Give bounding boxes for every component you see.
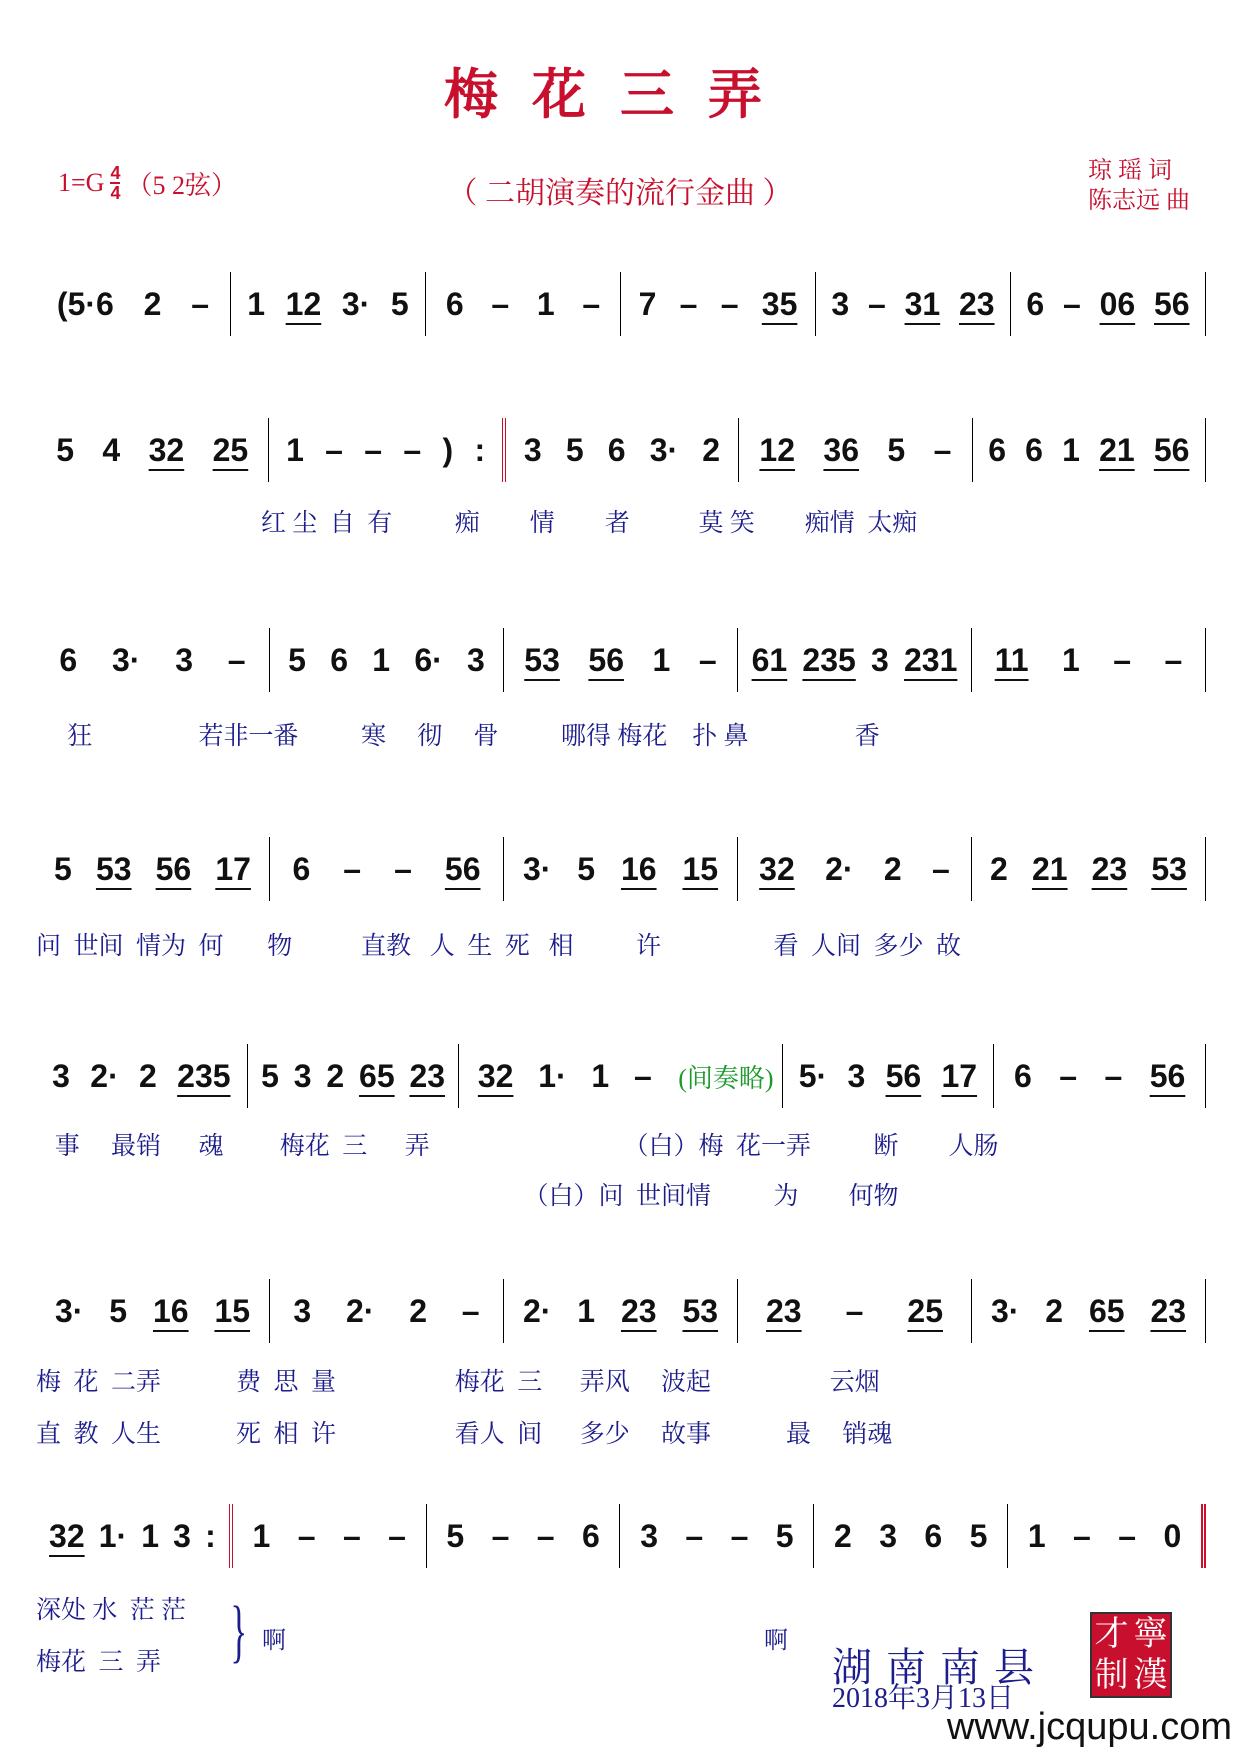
measure	[36, 418, 268, 482]
measure	[503, 628, 737, 692]
note: 1	[141, 1517, 160, 1554]
note: 231	[903, 641, 958, 678]
note: 1	[247, 285, 266, 322]
note: 1	[652, 641, 671, 678]
note: 61	[751, 641, 788, 678]
note: 53	[1151, 850, 1187, 887]
note: –	[227, 641, 246, 678]
note: 3	[293, 1292, 312, 1329]
note: 6	[1013, 1057, 1032, 1094]
note: 23	[409, 1057, 446, 1094]
measure	[993, 1044, 1206, 1108]
note: 6	[1025, 431, 1043, 468]
note: 1·	[538, 1057, 567, 1094]
note: 5	[969, 1517, 988, 1554]
note: 6	[581, 1517, 600, 1554]
note: 2	[834, 1517, 852, 1554]
note: 3·	[522, 850, 552, 887]
note: –	[1104, 1057, 1123, 1094]
note: 5·	[798, 1057, 828, 1094]
note: 2	[1045, 1292, 1064, 1329]
lyricist: 琼 瑶 词	[1088, 158, 1172, 184]
note: –	[325, 431, 343, 468]
measure	[502, 418, 738, 482]
score-row	[36, 1044, 1206, 1108]
measure	[36, 1044, 247, 1108]
note: 6	[292, 850, 311, 887]
note: 5	[261, 1057, 279, 1094]
note: 0	[1163, 1517, 1182, 1554]
measure	[620, 272, 815, 336]
stamp-char: 寧	[1133, 1614, 1168, 1654]
note: 5	[565, 431, 584, 468]
measure	[1010, 272, 1206, 336]
note: 23	[958, 285, 995, 322]
lyric-ah: 啊	[764, 1628, 788, 1654]
note: 2	[409, 1292, 427, 1329]
note: 56	[588, 641, 624, 678]
note: 21	[1031, 850, 1068, 887]
note: 32	[477, 1057, 514, 1094]
stamp-char: 漢	[1133, 1655, 1168, 1695]
measure	[813, 1504, 1007, 1568]
watermark-url: www.jcqupu.com	[946, 1706, 1232, 1748]
brace: }	[230, 1593, 248, 1670]
measure	[247, 1044, 459, 1108]
note: –	[343, 850, 362, 887]
measure	[1007, 1504, 1206, 1568]
note: 5	[54, 850, 72, 887]
note: 53	[524, 641, 560, 678]
note: 2·	[90, 1057, 119, 1094]
measure	[36, 272, 230, 336]
note: 1	[1062, 431, 1080, 468]
note: 1	[591, 1057, 610, 1094]
measure	[738, 418, 971, 482]
note: )	[442, 431, 454, 468]
note: –	[633, 1057, 652, 1094]
note: 1	[372, 641, 391, 678]
note: 3·	[990, 1292, 1020, 1329]
measure	[230, 272, 425, 336]
note: –	[698, 641, 717, 678]
note: 3	[879, 1517, 898, 1554]
note: 3	[870, 641, 889, 678]
measure	[36, 628, 269, 692]
measure	[815, 272, 1010, 336]
lyric-line: 红 尘 自 有 痴 情 者 莫 笑 痴情 太痴	[36, 510, 918, 537]
note: 6	[988, 431, 1006, 468]
measure	[782, 1044, 994, 1108]
measure	[971, 837, 1206, 901]
note: –	[1062, 285, 1081, 322]
note: 32	[148, 431, 185, 468]
note: 12	[285, 285, 322, 322]
note: :	[205, 1517, 216, 1554]
measure	[36, 1279, 269, 1343]
note: 35	[761, 285, 798, 322]
note: 6	[924, 1517, 943, 1554]
note: 6	[59, 641, 78, 678]
note: 17	[215, 850, 251, 887]
note: –	[491, 285, 510, 322]
composer: 陈志远 曲	[1088, 188, 1190, 214]
note: –	[720, 285, 739, 322]
measure	[971, 1279, 1206, 1343]
note: 5	[390, 285, 409, 322]
note: 65	[359, 1057, 395, 1094]
note: 3·	[649, 431, 679, 468]
note: 3	[52, 1057, 70, 1094]
note: 2·	[522, 1292, 552, 1329]
note: 235	[177, 1057, 231, 1094]
note: 36	[823, 431, 860, 468]
note: 2	[990, 850, 1008, 887]
score-row	[36, 837, 1206, 901]
note: 3	[847, 1057, 866, 1094]
note: 2	[702, 431, 721, 468]
measure	[36, 1504, 229, 1568]
note: 5	[577, 850, 596, 887]
measure	[229, 1504, 426, 1568]
note: 3	[640, 1517, 658, 1554]
note: –	[536, 1517, 555, 1554]
note: –	[867, 285, 886, 322]
note: –	[1059, 1057, 1078, 1094]
note: 21	[1099, 431, 1135, 468]
lyric-line: 问 世间 情为 何 物 直教 人 生 死 相 许 看 人间 多少 故	[36, 933, 962, 960]
note: 5	[109, 1292, 128, 1329]
note: 7	[638, 285, 657, 322]
note: 11	[994, 641, 1029, 678]
note: 2·	[825, 850, 854, 887]
stamp-char: 才	[1094, 1614, 1129, 1654]
note: –	[1164, 641, 1183, 678]
note: –	[730, 1517, 749, 1554]
note: 65	[1088, 1292, 1125, 1329]
note: 2·	[345, 1292, 375, 1329]
note: 2	[883, 850, 902, 887]
note: 5	[887, 431, 906, 468]
time-top: 4	[110, 163, 121, 183]
note: –	[685, 1517, 704, 1554]
lyric-line: 深处 水 茫 茫	[36, 1597, 187, 1624]
note: 23	[1150, 1292, 1187, 1329]
note: –	[491, 1517, 510, 1554]
note: –	[388, 1517, 406, 1554]
note: 5	[775, 1517, 794, 1554]
note: 31	[904, 285, 941, 322]
note: 12	[759, 431, 796, 468]
measure	[269, 837, 503, 901]
note: 56	[885, 1057, 922, 1094]
note: 06	[1099, 285, 1136, 322]
measure	[737, 628, 971, 692]
score-title: 梅花三弄	[444, 62, 796, 126]
tuning: （5 2弦）	[126, 170, 237, 200]
measure	[269, 628, 503, 692]
note: 56	[155, 850, 192, 887]
note: 4	[102, 431, 121, 468]
measure	[737, 1279, 971, 1343]
score-row	[36, 418, 1206, 482]
note: 53	[682, 1292, 719, 1329]
credits	[1088, 156, 1190, 216]
score-row	[36, 1279, 1206, 1343]
measure	[971, 628, 1206, 692]
note: 15	[214, 1292, 251, 1329]
lyric-line: 梅 花 二弄 费 思 量 梅花 三 弄风 波起 云烟	[36, 1369, 880, 1396]
note: 5	[288, 641, 306, 678]
note: 3	[173, 1517, 191, 1554]
note: (5·6	[56, 285, 114, 322]
note: 1·	[98, 1517, 128, 1554]
measure	[619, 1504, 813, 1568]
place: 湖南南县	[832, 1645, 1048, 1690]
note: 15	[682, 850, 719, 887]
note: 2	[143, 285, 162, 322]
measure	[269, 1279, 503, 1343]
note: 1	[1061, 641, 1080, 678]
interlude-note: (间奏略)	[678, 1063, 774, 1093]
note: 6·	[414, 641, 443, 678]
measure	[503, 837, 737, 901]
note: –	[931, 850, 950, 887]
note: 1	[536, 285, 555, 322]
note: 23	[620, 1292, 657, 1329]
time-bottom: 4	[110, 183, 121, 203]
note: 32	[49, 1517, 85, 1554]
note: 3·	[341, 285, 371, 322]
note: 1	[577, 1292, 596, 1329]
lyric-line: 事 最销 魂 梅花 三 弄 （白）梅 花一弄 断 人肠	[36, 1133, 999, 1160]
note: –	[1073, 1517, 1091, 1554]
lyric-ah: 啊	[262, 1628, 286, 1654]
note: 16	[152, 1292, 189, 1329]
score-row	[36, 628, 1206, 692]
note: 16	[620, 850, 657, 887]
note: 235	[802, 641, 856, 678]
lyric-line: 狂 若非一番 寒 彻 骨 哪得 梅花 扑 鼻 香	[36, 723, 880, 750]
note: 1	[1027, 1517, 1046, 1554]
note: 3	[467, 641, 485, 678]
measure	[458, 1044, 670, 1108]
measure	[425, 272, 620, 336]
note: 25	[212, 431, 249, 468]
note: –	[403, 431, 422, 468]
note: 23	[766, 1292, 802, 1329]
note: –	[1118, 1517, 1137, 1554]
note: 2	[139, 1057, 157, 1094]
note: 3·	[54, 1292, 84, 1329]
note: 23	[1091, 850, 1128, 887]
note: –	[679, 285, 698, 322]
date: 2018年3月13日	[832, 1683, 1015, 1714]
note: 1	[286, 431, 304, 468]
note: –	[933, 431, 952, 468]
note: 3	[175, 641, 193, 678]
note: 17	[941, 1057, 978, 1094]
note: 3	[523, 431, 542, 468]
note: 56	[444, 850, 481, 887]
note: –	[191, 285, 210, 322]
note: 6	[445, 285, 464, 322]
note: –	[1113, 641, 1132, 678]
note: –	[342, 1517, 361, 1554]
score-row	[36, 1504, 1206, 1568]
note: 56	[1153, 285, 1190, 322]
measure	[36, 837, 269, 901]
note: –	[582, 285, 601, 322]
note: 6	[330, 641, 348, 678]
lyric-line: （白）问 世间情 为 何物	[36, 1183, 899, 1210]
note: 1	[252, 1517, 271, 1554]
measure	[737, 837, 971, 901]
note: 5	[446, 1517, 465, 1554]
note: –	[845, 1292, 864, 1329]
note: –	[297, 1517, 316, 1554]
note: 32	[759, 850, 795, 887]
note: 53	[95, 850, 132, 887]
seal-stamp	[1090, 1612, 1172, 1698]
key-label: 1=G	[58, 168, 105, 197]
measure	[426, 1504, 620, 1568]
note: 6	[607, 431, 626, 468]
note: 56	[1149, 1057, 1186, 1094]
note: :	[474, 431, 486, 468]
note: 3·	[111, 641, 141, 678]
note: 6	[1026, 285, 1045, 322]
score-row	[36, 272, 1206, 336]
note: –	[394, 850, 412, 887]
note: 3	[293, 1057, 312, 1094]
subtitle: （ 二胡演奏的流行金曲 ）	[447, 177, 793, 210]
measure	[268, 418, 501, 482]
note: –	[461, 1292, 480, 1329]
stamp-char: 制	[1094, 1655, 1129, 1695]
note: 2	[326, 1057, 345, 1094]
measure	[503, 1279, 737, 1343]
lyric-line: 直 教 人生 死 相 许 看人 间 多少 故事 最 销魂	[36, 1421, 893, 1448]
note: 25	[907, 1292, 943, 1329]
note: 5	[56, 431, 74, 468]
measure	[972, 418, 1206, 482]
note: 56	[1153, 431, 1190, 468]
note: –	[364, 431, 383, 468]
note: 3	[831, 285, 850, 322]
lyric-line: 梅花 三 弄	[36, 1649, 162, 1676]
